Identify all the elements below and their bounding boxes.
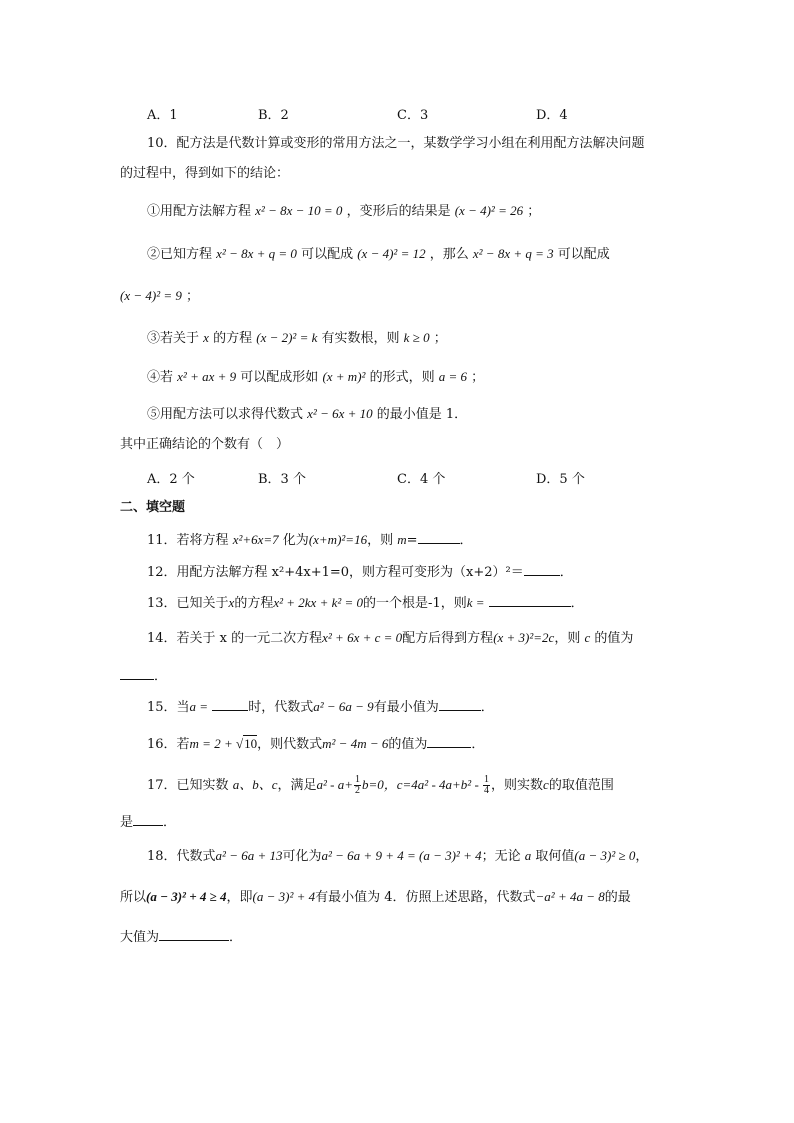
q11-m: m — [397, 532, 407, 547]
q15-text-c: 有最小值为 — [373, 700, 439, 715]
q10-intro-line1: 10．配方法是代数计算或变形的常用方法之一，某数学学习小组在利用配方法解决问题 — [147, 136, 645, 151]
q10-s1-end: ； — [527, 204, 541, 219]
q17-frac1-num: 1 — [354, 774, 360, 785]
q11-text-b: 化为 — [278, 533, 309, 548]
q10-s4-prefix: ④若 — [147, 370, 174, 385]
q17-cond-a: a² - a+ — [316, 777, 353, 792]
q16-sqrt-value: 10 — [244, 736, 258, 751]
q18-l2-expr2: −a² + 4a − 8 — [535, 889, 605, 904]
q14-answer-blank[interactable] — [120, 667, 154, 680]
q17 — [147, 775, 614, 796]
q12-answer-blank[interactable] — [524, 563, 560, 576]
q9-option-a: A．1 — [147, 108, 178, 123]
q17-line2-text: 是 — [120, 815, 134, 830]
q18-transform: a² − 6a + 9 + 4 = (a − 3)² + 4 — [321, 848, 482, 863]
q15 — [147, 698, 494, 716]
q14-line2 — [120, 667, 167, 685]
q18-text-d: 取何值 — [531, 849, 575, 864]
q14-text-d: 的值为 — [590, 631, 634, 646]
q10-s2-result: (x − 4)² = 12 — [357, 246, 426, 261]
q10-s4-expression: x² + ax + 9 — [177, 369, 237, 384]
q18-l3-a: 大值为 — [120, 930, 160, 945]
q15-end: ． — [480, 700, 494, 715]
q10-s3-x: x — [203, 330, 209, 345]
q11-equation: x²+6x=7 — [232, 532, 279, 547]
q17-line2 — [120, 813, 176, 831]
q15-text-a: 15．当 — [147, 700, 190, 715]
section-title: 二、填空题 — [120, 500, 186, 515]
q18 — [147, 848, 648, 865]
q10-s3-mid: 的方程 — [213, 331, 253, 346]
q10-s1-mid: ，变形后的结果是 — [346, 204, 451, 219]
q18-a: a — [524, 848, 532, 863]
q10-option-a: A．2 个 — [147, 472, 195, 487]
q11-form: (x+m)²=16 — [308, 532, 368, 547]
q10-statement-1 — [147, 203, 540, 220]
q13-text-b: 的方程 — [234, 596, 274, 611]
q10-s3-prefix: ③若关于 — [147, 331, 200, 346]
q17-end: ． — [163, 815, 177, 830]
q11-eq: = — [406, 533, 418, 548]
q11-text-c: ，则 — [367, 533, 398, 548]
q14-text-b: 配方后得到方程 — [402, 631, 494, 646]
q18-l3-end: ． — [229, 930, 243, 945]
q18-text-e: ， — [635, 849, 649, 864]
q10-s2-mid2: ，那么 — [429, 247, 469, 262]
q10-s5-prefix: ⑤用配方法可以求得代数式 — [147, 407, 304, 422]
q10-s2-result2: (x − 4)² = 9 — [120, 288, 182, 303]
q14-text-a: 14．若关于 x 的一元二次方程 — [147, 631, 323, 646]
q17-frac2-den: 4 — [484, 785, 490, 796]
q14-equation: x² + 6x + c = 0 — [322, 630, 403, 645]
q18-answer-blank[interactable] — [159, 928, 229, 941]
q17-fraction-half — [354, 775, 361, 796]
q18-text-a: 18．代数式 — [147, 849, 216, 864]
q10-s1-equation: x² − 8x − 10 = 0 — [255, 203, 343, 218]
q10-s3-equation: (x − 2)² = k — [256, 330, 318, 345]
q11 — [147, 531, 473, 549]
q18-expression: a² − 6a + 13 — [215, 848, 283, 863]
q18-l2-d: 的最 — [604, 890, 631, 905]
q15-expression: a² − 6a − 9 — [313, 699, 374, 714]
q12 — [147, 563, 573, 581]
q10-s4-end: ； — [471, 370, 485, 385]
q10-question: 其中正确结论的个数有（ ） — [120, 437, 290, 452]
q13 — [147, 594, 584, 612]
q10-statement-5 — [147, 406, 467, 423]
q17-cond-b: b=0，c=4a² - 4a+b² - — [361, 777, 483, 792]
q11-answer-blank[interactable] — [418, 531, 460, 544]
q18-text-b: 可化为 — [282, 849, 322, 864]
q18-l2-inequality: (a − 3)² + 4 ≥ 4 — [146, 889, 227, 904]
q16-answer-blank[interactable] — [427, 735, 471, 748]
q17-text-b: ，满足 — [277, 778, 317, 793]
q13-text-c: 的一个根是-1，则 — [363, 596, 467, 611]
q18-l2-c: 有最小值为 4．仿照上述思路，代数式 — [315, 890, 536, 905]
q10-s5-expression: x² − 6x + 10 — [307, 406, 373, 421]
q17-text-d: 的取值范围 — [548, 778, 614, 793]
q9-option-d: D．4 — [536, 108, 568, 123]
q18-text-c: ；无论 — [481, 849, 525, 864]
q10-s3-mid2: 有实数根，则 — [321, 331, 400, 346]
q11-end: ． — [459, 533, 473, 548]
q13-k: k = — [466, 595, 485, 610]
q10-intro-line2: 的过程中，得到如下的结论： — [120, 166, 290, 181]
q13-x: x — [228, 595, 235, 610]
q13-end: ． — [570, 596, 584, 611]
q10-statement-3 — [147, 330, 447, 347]
q10-statement-4 — [147, 369, 484, 386]
q17-c: c — [543, 777, 549, 792]
q14 — [147, 630, 633, 647]
q10-s2-mid: 可以配成 — [301, 247, 354, 262]
q16-end: ． — [471, 737, 485, 752]
q16-text-a: 16．若 — [147, 737, 190, 752]
q15-answer-blank-2[interactable] — [439, 698, 481, 711]
q13-equation: x² + 2kx + k² = 0 — [273, 595, 364, 610]
q17-text-a: 17．已知实数 — [147, 778, 233, 793]
q10-s2-cont-end: ； — [186, 289, 200, 304]
q16-m: m = 2 + — [189, 736, 236, 751]
q10-s2-end: 可以配成 — [557, 247, 610, 262]
q18-l2-expr: (a − 3)² + 4 — [252, 889, 316, 904]
q10-s2-equation: x² − 8x + q = 0 — [216, 246, 297, 261]
q10-option-b: B．3 个 — [258, 472, 306, 487]
q9-option-b: B．2 — [258, 108, 289, 123]
q15-answer-blank-1[interactable] — [212, 698, 248, 711]
q18-line2 — [120, 889, 631, 906]
q16 — [147, 735, 484, 753]
q10-s4-mid: 可以配成形如 — [240, 370, 319, 385]
q13-answer-blank[interactable] — [489, 594, 571, 607]
q10-s1-result: (x − 4)² = 26 — [454, 203, 524, 218]
q16-sqrt-symbol: √ — [235, 736, 244, 751]
q16-text-c: 的值为 — [388, 737, 428, 752]
q10-s2-equation2: x² − 8x + q = 3 — [472, 246, 554, 261]
q18-l2-a: 所以 — [120, 890, 147, 905]
q10-statement-2 — [147, 246, 610, 263]
q10-s2-prefix: ②已知方程 — [147, 247, 213, 262]
q9-option-c: C．3 — [397, 108, 429, 123]
q14-text-c: ，则 — [554, 631, 585, 646]
q16-expression: m² − 4m − 6 — [322, 736, 389, 751]
q17-answer-blank[interactable] — [133, 813, 163, 826]
q16-text-b: ，则代数式 — [257, 737, 323, 752]
q17-vars: a、b、c — [232, 777, 278, 792]
q12-text: 12．用配方法解方程 x²+4x+1=0，则方程可变形为（x+2）²＝ — [147, 565, 524, 580]
q14-c: c — [584, 630, 591, 645]
q10-s4-mid2: 的形式，则 — [369, 370, 435, 385]
q10-s4-value: a = 6 — [438, 369, 468, 384]
q17-frac2-num: 1 — [484, 774, 490, 785]
q17-fraction-quarter — [483, 775, 490, 796]
q14-form: (x + 3)²=2c — [493, 630, 555, 645]
q10-s3-condition: k ≥ 0 — [403, 330, 430, 345]
q18-inequality: (a − 3)² ≥ 0 — [574, 848, 636, 863]
q17-frac1-den: 2 — [354, 785, 360, 796]
q10-s3-end: ； — [433, 331, 447, 346]
q11-text-a: 11．若将方程 — [147, 533, 233, 548]
q17-text-c: ，则实数 — [491, 778, 544, 793]
q10-s1-prefix: ①用配方法解方程 — [147, 204, 252, 219]
q18-l2-b: ，即 — [226, 890, 253, 905]
q13-text-a: 13．已知关于 — [147, 596, 229, 611]
q10-statement-2-cont — [120, 288, 199, 305]
q15-text-b: 时，代数式 — [248, 700, 314, 715]
q15-a: a = — [189, 699, 209, 714]
q12-end: ． — [559, 565, 573, 580]
q14-end: ． — [154, 669, 168, 684]
q18-line3 — [120, 928, 242, 946]
q10-option-d: D．5 个 — [536, 472, 585, 487]
q10-s5-end: 的最小值是 1． — [376, 407, 468, 422]
q10-s4-form: (x + m)² — [322, 369, 366, 384]
q10-option-c: C．4 个 — [397, 472, 446, 487]
